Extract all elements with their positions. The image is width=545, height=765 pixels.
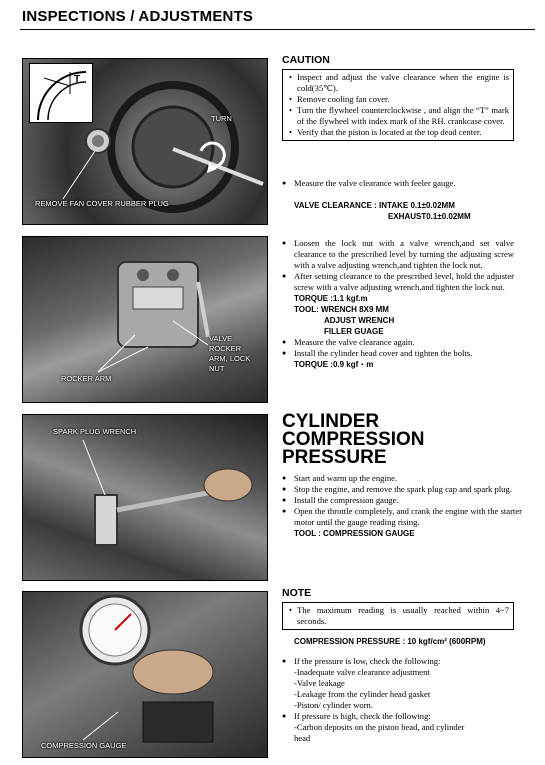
photo-spark-plug-wrench bbox=[22, 414, 268, 581]
label-turn: TURN bbox=[211, 114, 232, 123]
low-pressure-item: -Inadequate valve clearance adjustment bbox=[294, 667, 430, 677]
adjust-step-4: ● Install the cylinder head cover and tighten the bolts. bbox=[282, 348, 514, 359]
label-rocker-arm: ROCKER ARM bbox=[61, 374, 112, 383]
caution-item: • Turn the flywheel counterclockwise , and align the “T” mark of the flywheel with index mark of the RH. crankcase cover. bbox=[297, 105, 509, 127]
adjust-step-3: ● Measure the valve clearance again. bbox=[282, 337, 514, 348]
photo-rocker-arm bbox=[22, 236, 268, 403]
low-pressure-item: -Leakage from the cylinder head gasket bbox=[294, 689, 431, 699]
compression-tool: TOOL : COMPRESSION GAUGE bbox=[294, 529, 415, 538]
low-pressure-item: -Valve leakage bbox=[294, 678, 345, 688]
adjust-section bbox=[282, 238, 514, 370]
compression-title-line1: CYLINDER COMPRESSION bbox=[282, 411, 425, 450]
label-remove-fan-cover-plug: REMOVE FAN COVER RUBBER PLUG bbox=[35, 199, 169, 208]
label-spark-plug-wrench: SPARK PLUG WRENCH bbox=[53, 427, 137, 436]
low-pressure-item: -Piston/ cylinder worn. bbox=[294, 700, 374, 710]
compression-title-line2: PRESSURE bbox=[282, 447, 387, 468]
photo-compression-gauge bbox=[22, 591, 268, 758]
compression-pressure-spec: COMPRESSION PRESSURE : 10 kgf/cm² (600RPM) bbox=[294, 637, 486, 646]
measure-step: ● Measure the valve clearance with feeler gauge. bbox=[282, 178, 514, 189]
caution-item: • Remove cooling fan cover. bbox=[297, 94, 509, 105]
flywheel-mark-inset bbox=[29, 63, 93, 123]
low-pressure-heading: ● If the pressure is low, check the following: bbox=[282, 656, 514, 667]
valve-clearance-exhaust: EXHAUST0.1±0.02MM bbox=[388, 212, 471, 221]
high-pressure-heading: ● If pressure is high, check the following: bbox=[282, 711, 514, 722]
measure-section bbox=[282, 178, 514, 222]
compression-step: ● Start and warm up the engine. bbox=[282, 473, 522, 484]
caution-section bbox=[282, 55, 514, 141]
tool-spec-1: TOOL: WRENCH 8X9 MM bbox=[294, 305, 389, 314]
compression-step: ● Stop the engine, and remove the spark plug cap and spark plug. bbox=[282, 484, 522, 495]
note-title: NOTE bbox=[282, 587, 312, 599]
spark-plug-drawing bbox=[23, 415, 267, 580]
rocker-arm-drawing bbox=[23, 237, 267, 402]
caution-box bbox=[282, 69, 514, 141]
flywheel-dial-icon bbox=[30, 64, 92, 122]
adjust-step-1: ● Loosen the lock nut with a valve wrench,and set valve clearance to the prescribed level by turning the adjusting screw with a valve adjusting wrench,and tighten the lock nut. bbox=[282, 238, 514, 271]
label-compression-gauge: COMPRESSION GAUGE bbox=[41, 741, 127, 750]
label-rocker: ROCKER bbox=[209, 344, 242, 353]
compression-gauge-drawing bbox=[23, 592, 267, 757]
compression-step: ● Open the throttle completely, and crank the engine with the starter motor until the gauge reading rising. bbox=[282, 506, 522, 528]
high-pressure-item: -Carbon deposits on the piston head, and cylinder bbox=[294, 722, 465, 732]
adjust-step-2: ● After setting clearance to the prescribed level, hold the adjuster screw with a valve adjusting wrench,and tighten the lock nut. bbox=[282, 271, 514, 293]
caution-item: • Inspect and adjust the valve clearance when the engine is cold(35℃). bbox=[297, 72, 509, 94]
tool-spec-3: FILLER GUAGE bbox=[324, 327, 384, 336]
torque-spec-1: TORQUE :1.1 kgf.m bbox=[294, 294, 368, 303]
compression-section bbox=[282, 413, 522, 539]
label-nut: NUT bbox=[209, 364, 225, 373]
photo-fan-cover bbox=[22, 58, 268, 225]
label-arm-lock: ARM, LOCK bbox=[209, 354, 251, 363]
note-item: • The maximum reading is usually reached within 4~7 seconds. bbox=[297, 605, 509, 627]
page-title: INSPECTIONS / ADJUSTMENTS bbox=[22, 8, 254, 25]
dial-t-mark: T bbox=[74, 74, 81, 85]
note-box bbox=[282, 602, 514, 630]
high-pressure-item: head bbox=[294, 733, 311, 743]
torque-spec-2: TORQUE :0.9 kgf・m bbox=[294, 360, 374, 369]
note-section bbox=[282, 588, 514, 744]
valve-clearance-spec: VALVE CLEARANCE : INTAKE 0.1±0.02MM bbox=[294, 201, 455, 210]
label-valve: VALVE bbox=[209, 334, 233, 343]
caution-title: CAUTION bbox=[282, 54, 330, 66]
caution-item: • Verify that the piston is located at the top dead center. bbox=[297, 127, 509, 138]
header-rule bbox=[20, 29, 535, 30]
compression-step: ● Install the compression gauge. bbox=[282, 495, 522, 506]
tool-spec-2: ADJUST WRENCH bbox=[324, 316, 395, 325]
